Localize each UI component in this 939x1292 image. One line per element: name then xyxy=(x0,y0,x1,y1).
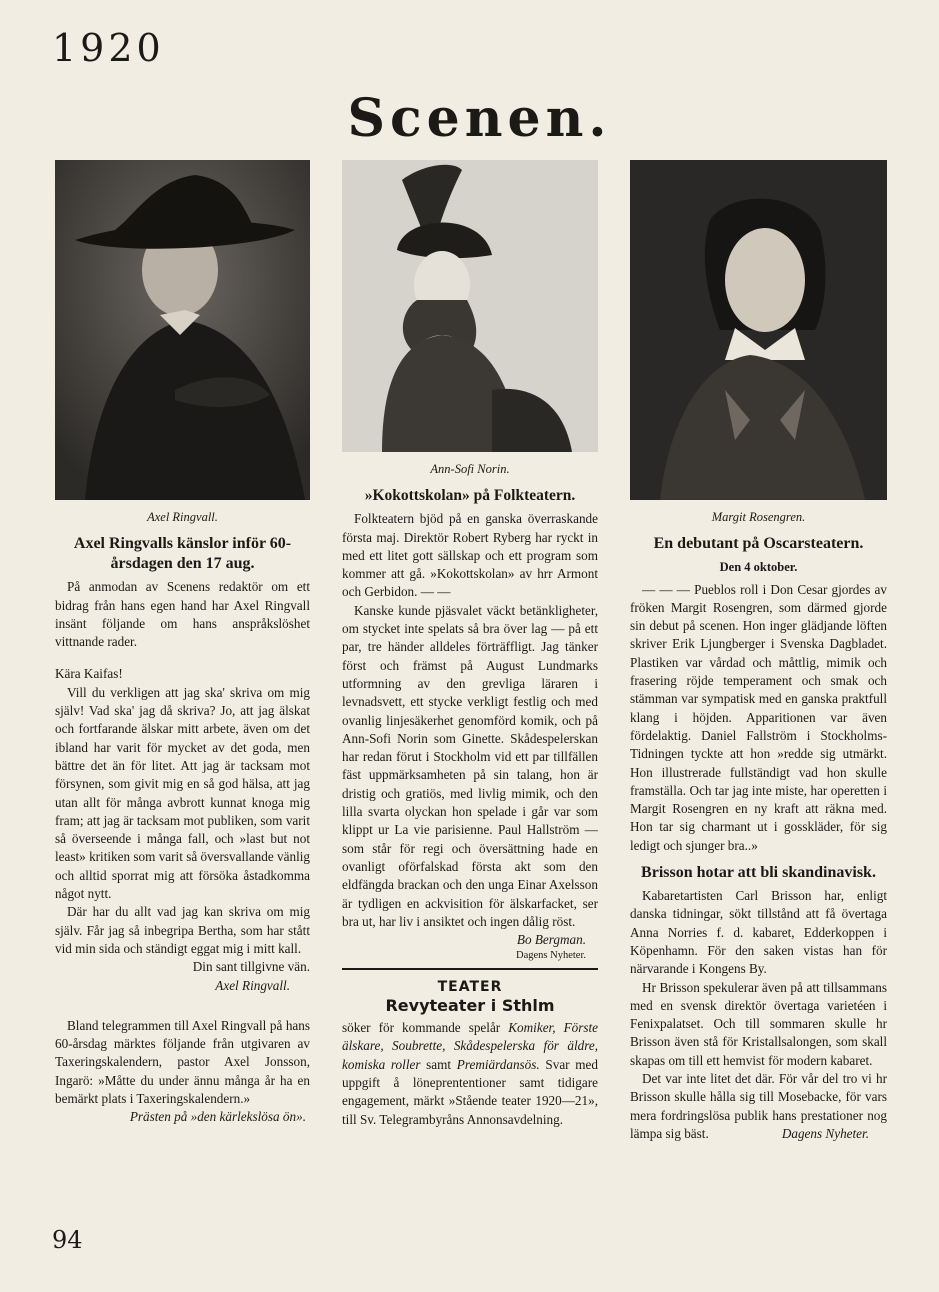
photo-margit-rosengren xyxy=(630,160,887,500)
article-paragraph: Det var inte litet det där. För vår del tro vi hr Brisson skulle hålla sig till Mosebacke, för vars mera fordringslösa publik hans prestationer nog lämpa sig bäst. xyxy=(630,1071,887,1141)
photo-caption: Axel Ringvall. xyxy=(147,510,218,524)
letter-closing: Din sant tillgivne vän. xyxy=(192,959,310,975)
review-source: Dagens Nyheter. xyxy=(516,950,586,962)
article-headline: Axel Ringvalls känslor inför 60-årsdagen den 17 aug. xyxy=(73,535,292,573)
photo-ann-sofi-norin xyxy=(342,160,598,452)
letter-signature: Axel Ringvall. xyxy=(215,977,290,993)
photo-caption: Ann-Sofi Norin. xyxy=(430,462,510,476)
column-right xyxy=(630,160,887,1144)
review-signature: Bo Bergman. xyxy=(516,932,586,948)
article-date: Den 4 oktober. xyxy=(719,560,798,575)
article-paragraph: Folkteatern bjöd på en ganska överraskande första maj. Direktör Robert Ryberg har ryckt in med ett litet gott sällskap och ett program som kommer att gå. »Kokottskolan» av hrr Armont och Gerbidon. — — xyxy=(342,511,598,600)
year-heading: 1920 xyxy=(52,26,165,70)
column-middle xyxy=(342,160,598,1129)
page-number: 94 xyxy=(52,1226,83,1254)
photo-caption: Margit Rosengren. xyxy=(711,510,806,524)
letter-greeting: Kära Kaifas! xyxy=(55,666,123,682)
page-title: Scenen. xyxy=(347,88,612,149)
ad-label: TEATER xyxy=(437,979,503,996)
article-headline-2: Brisson hotar att bli skandinavisk. xyxy=(641,864,876,882)
article-paragraph: Kanske kunde pjäsvalet väckt betänkligheter, om stycket inte spelats så bra över lag — på ett par, tre händer alldeles förträffligt. Jag tänker först och främst på August Lundmarks utformning av den grevliga läraren i levnadsvett, ett stycke verkligt festlig och med ovanlig linjesäkerhet genomförd komik, och på Ann-Sofi Norin som Ginette. Skådespelerskan har redan förut i Stockholm vid ett par tillfällen fäst uppmärksamheten på sin talang, hon är dristig och gratiös, med livlig mimik, och den lilla svarta olyckan hon spelade i går var som klippt ur La vie parisienne. Paul Hallström — som står för regi och översättning hade en ovanligt oförfalskad första akt som den eldfängda brackan och den unga Einar Axelsson är tydligen en ackvisition för älskarfacket, ser bra ut, har liv i ansiktet och ingen dålig röst. xyxy=(342,602,598,929)
quote-attribution: Prästen på »den kärlekslösa ön». xyxy=(129,1109,306,1125)
article-paragraph: Hr Brisson spekulerar även på att tillsammans med en svensk direktör övertaga varietéen i Fenixpalatset. Och till sommaren skulle hr Brisson även stå för Kristallsalongen, som skall skapas om till ett hemvist för modern kabaret. xyxy=(630,979,887,1068)
column-left xyxy=(55,160,310,1127)
photo-axel-ringvall xyxy=(55,160,310,500)
letter-paragraph: Där har du allt vad jag kan skriva om mig själv. Får jag så inbegripa Bertha, som har stått vid min sida och ständigt eggat mig i mitt kall. xyxy=(55,904,310,956)
article-headline: »Kokottskolan» på Folkteatern. xyxy=(364,487,576,505)
article-source: Dagens Nyheter. xyxy=(781,1126,869,1142)
article-paragraph: Bland telegrammen till Axel Ringvall på hans 60-årsdag märktes följande från utgivaren av Taxeringskalendern, pastor Axel Jonsson, Ingarö: »Måtte du under ännu många år ha en bemärkt plats i Taxeringskalendern.» xyxy=(55,1017,310,1107)
article-intro: På anmodan av Scenens redaktör om ett bidrag från hans egen hand har Axel Ringvall insänt följande om hans anspråkslöshet vittnande rader. xyxy=(55,579,310,650)
divider xyxy=(342,968,598,970)
article-paragraph: Kabaretartisten Carl Brisson har, enligt danska tidningar, sökt tillstånd att få övertaga Anna Norries f. d. kabaret, Edderkoppen i Köpenhamn. För den saken vistas han för närvarande i Kongens By. xyxy=(630,888,887,977)
ad-headline: Revyteater i Sthlm xyxy=(385,995,555,1015)
letter-paragraph: Vill du verkligen att jag ska' skriva om mig själv! Vad ska' jag då skriva? Jo, att jag älskat och fortfarande älskar mitt arbete, även om det ibland har varit för mycket av det goda, men bättre det än för litet. Att jag är tacksam mot försynen, som givit mig en så god hälsa, att jag utan allt för många avbrott kunnat knoga mig fram; att jag är tacksam mot publiken, som varit så överseende i många fall, och »last but not least» kritiken som varit så översvallande vänlig och alltid sporrat mig att försöka åstadkomma något nytt. xyxy=(55,684,310,902)
article-paragraph: — — — Pueblos roll i Don Cesar gjordes av fröken Margit Rosengren, som därmed gjorde sin debut på scenen. Hon inger glädjande löften skriver Erik Ljungberger i Svenska Dagbladet. Plastiken var vårdad och måttlig, mimik och frasering röjde temperament och smak och stämman var sympatisk med en ganska praktfull klang i höjden. Apparitionen var även fördelaktig. Daniel Fallström i Stockholms-Tidningen tyckte att hon »redde sig utmärkt. Hon illustrerade fullständigt vad hon skulle framställa. Och tar jag inte miste, har operetten i Margit Rosengren en ny kraft att räkna med. Hon tar sig charmant ut i gosskläder, för sig ledigt och sjunger bra..» xyxy=(630,581,887,853)
ad-body: söker för kommande spelår Komiker, Förste älskare, Soubrette, Skådespelerska för äldre, komiska roller samt Premiärdansös. Svar med uppgift å löneprententioner samt tidigare engagement, märkt »Stående teater 1920—21», till Sv. Telegrambyråns Annonsavdelning. xyxy=(342,1020,599,1127)
article-headline: En debutant på Oscarsteatern. xyxy=(653,535,864,553)
